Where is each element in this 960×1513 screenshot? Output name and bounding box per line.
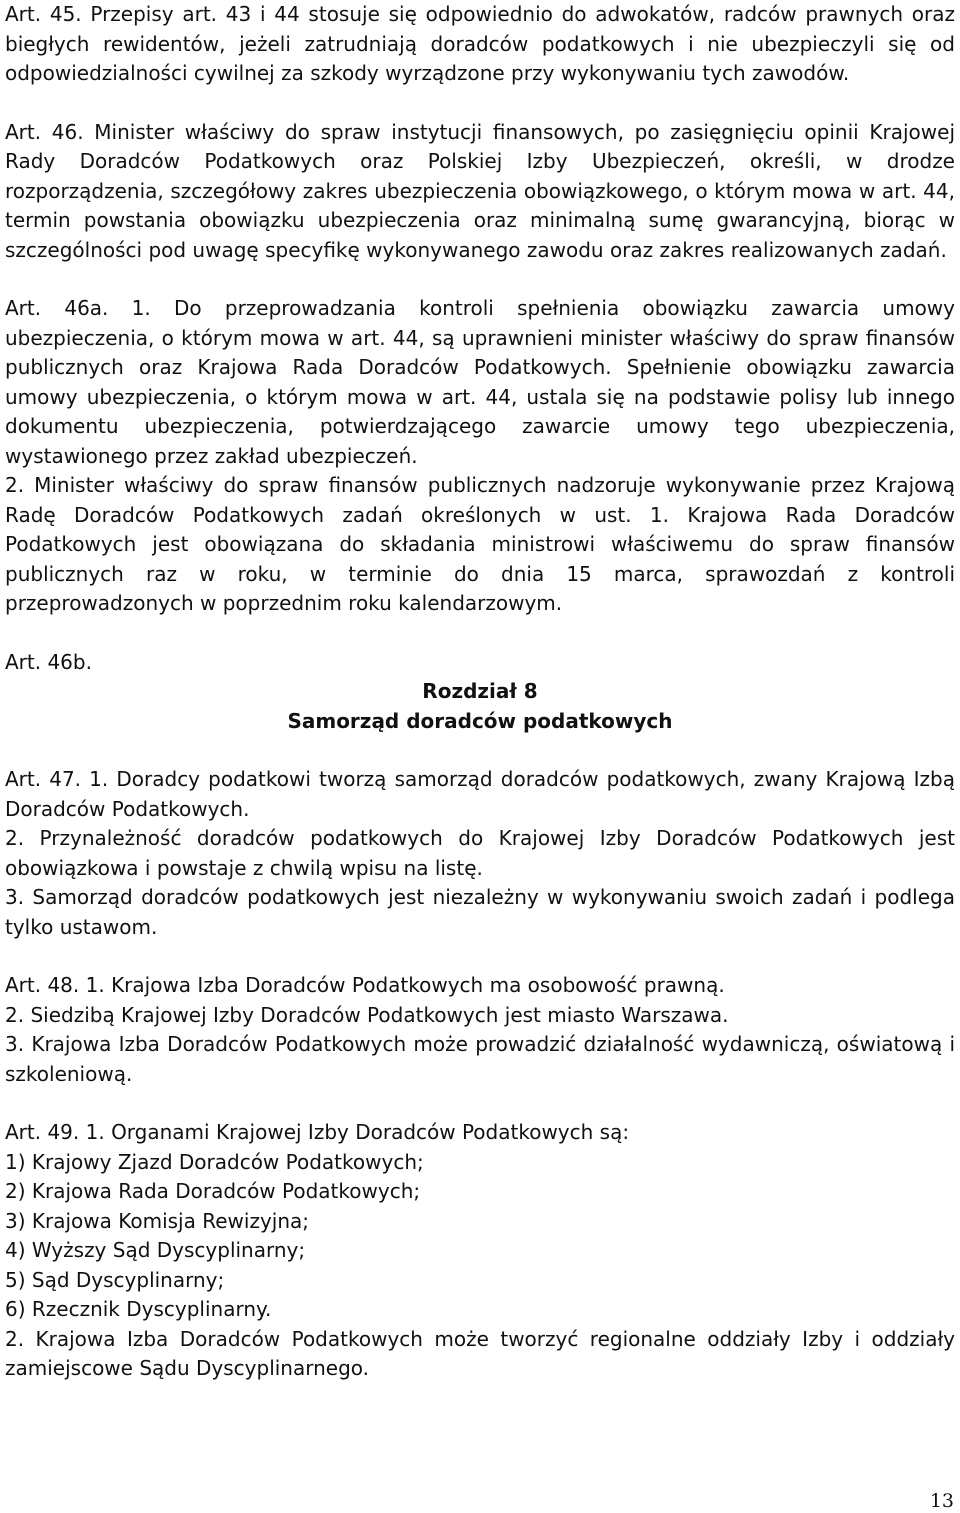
article-47-para-3: 3. Samorząd doradców podatkowych jest niezależny w wykonywaniu swoich zadań i podlega tylko ustawom. xyxy=(5,885,955,939)
chapter-title: Samorząd doradców podatkowych xyxy=(287,708,673,733)
article-46a-para-1: Art. 46a. 1. Do przeprowadzania kontroli spełnienia obowiązku zawarcia umowy ubezpieczenia, o którym mowa w art. 44, są uprawnieni minister właściwy do spraw finansów publicznych oraz Krajowa Rada Doradców Podatkowych. Spełnienie obowiązku zawarcia umowy ubezpieczenia, o którym mowa w art. 44, ustala się na podstawie polisy lub innego dokumentu ubezpieczenia, potwierdzającego zawarcie umowy tego ubezpieczenia, wystawionego przez zakład ubezpieczeń. xyxy=(5,296,955,468)
organ-list-item: 3) Krajowa Komisja Rewizyjna; xyxy=(5,1208,310,1233)
article-47-para-1: Art. 47. 1. Doradcy podatkowi tworzą samorząd doradców podatkowych, zwany Krajową Izbą Doradców Podatkowych. xyxy=(5,767,955,821)
article-46a-para-2: 2. Minister właściwy do spraw finansów publicznych nadzoruje wykonywanie przez Krajową Radę Doradców Podatkowych zadań określonych w ust. 1. Krajowa Rada Doradców Podatkowych jest obowiązana do składania ministrowi właściwemu do spraw finansów publicznych raz w roku, w terminie do dnia 15 marca, sprawozdań z kontroli przeprowadzonych w poprzednim roku kalendarzowym. xyxy=(5,473,955,615)
organ-list-item: 5) Sąd Dyscyplinarny; xyxy=(5,1267,225,1292)
article-47-para-2: 2. Przynależność doradców podatkowych do Krajowej Izby Doradców Podatkowych jest obowiązkowa i powstaje z chwilą wpisu na listę. xyxy=(5,826,955,880)
article-45: Art. 45. Przepisy art. 43 i 44 stosuje się odpowiednio do adwokatów, radców prawnych oraz biegłych rewidentów, jeżeli zatrudniają doradców podatkowych i nie ubezpieczyli się od odpowiedzialności cywilnej za szkody wyrządzone przy wykonywaniu tych zawodów. xyxy=(5,2,955,85)
article-48-para-2: 2. Siedzibą Krajowej Izby Doradców Podatkowych jest miasto Warszawa. xyxy=(5,1002,729,1027)
article-46b: Art. 46b. xyxy=(5,649,92,674)
page-number: 13 xyxy=(929,1490,954,1512)
article-49-para-1: Art. 49. 1. Organami Krajowej Izby Doradców Podatkowych są: xyxy=(5,1120,630,1144)
article-48-para-1: Art. 48. 1. Krajowa Izba Doradców Podatkowych ma osobowość prawną. xyxy=(5,973,725,997)
article-46: Art. 46. Minister właściwy do spraw instytucji finansowych, po zasięgnięciu opinii Krajowej Rady Doradców Podatkowych oraz Polskiej Izby Ubezpieczeń, określi, w drodze rozporządzenia, szczegółowy zakres ubezpieczenia obowiązkowego, o którym mowa w art. 44, termin powstania obowiązku ubezpieczenia oraz minimalną sumę gwarancyjną, biorąc w szczególności pod uwagę specyfikę wykonywanego zawodu oraz zakres realizowanych zadań. xyxy=(5,119,955,262)
article-48-para-3: 3. Krajowa Izba Doradców Podatkowych może prowadzić działalność wydawniczą, oświatową i szkoleniową. xyxy=(5,1032,955,1086)
organ-list-item: 2) Krajowa Rada Doradców Podatkowych; xyxy=(5,1179,421,1203)
chapter-number: Rozdział 8 xyxy=(422,679,538,703)
organ-list-item: 1) Krajowy Zjazd Doradców Podatkowych; xyxy=(5,1149,424,1174)
organ-list-item: 4) Wyższy Sąd Dyscyplinarny; xyxy=(5,1238,306,1262)
document-page xyxy=(5,0,955,1384)
article-49-para-2: 2. Krajowa Izba Doradców Podatkowych może tworzyć regionalne oddziały Izby i oddziały zamiejscowe Sądu Dyscyplinarnego. xyxy=(5,1326,955,1380)
organ-list-item: 6) Rzecznik Dyscyplinarny. xyxy=(5,1297,272,1321)
